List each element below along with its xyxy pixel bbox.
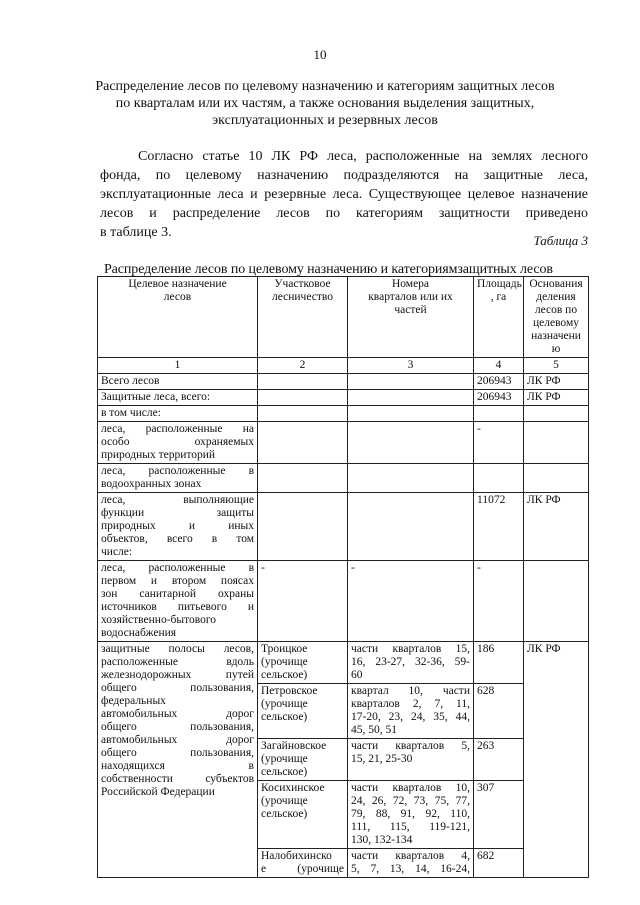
- column-number: 3: [348, 358, 474, 374]
- basis-value: ЛК РФ: [524, 642, 589, 878]
- area-value: -: [474, 561, 524, 642]
- district-value: Петровское (урочище сельское): [258, 684, 348, 739]
- district-value: Загайновское (урочище сельское): [258, 739, 348, 781]
- area-value: -: [474, 422, 524, 464]
- column-number: 2: [258, 358, 348, 374]
- district-value: Налобихинско е (урочище: [258, 849, 348, 878]
- header-cell: Площадь , га: [474, 277, 524, 358]
- body-paragraph: [100, 147, 588, 242]
- basis-value: ЛК РФ: [524, 374, 589, 390]
- table-row: [98, 406, 589, 422]
- row-label: леса, расположенные в первом и втором поясах зон санитарной охраны источников питьевого и хозяйственно-бытового водоснабжения: [98, 561, 258, 642]
- table-row: [98, 493, 589, 561]
- row-label: леса, расположенные на особо охраняемых природных территорий: [98, 422, 258, 464]
- row-label: леса, расположенные в водоохранных зонах: [98, 464, 258, 493]
- column-number-row: [98, 358, 589, 374]
- table-row: [98, 374, 589, 390]
- row-label: защитные полосы лесов, расположенные вдоль железнодорожных путей общего пользования, федеральных автомобильных дорог общего пользования, автомобильных дорог общего пользования, находящихся в собственности субъектов Российской Федерации: [98, 642, 258, 878]
- area-value: 682: [474, 849, 524, 878]
- area-value: 11072: [474, 493, 524, 561]
- row-label: леса, выполняющие функции защиты природных и иных объектов, всего в том числе:: [98, 493, 258, 561]
- paragraph-line: фонда, по целевому назначению подразделяются на защитные леса,: [100, 168, 588, 183]
- area-value: 186: [474, 642, 524, 684]
- table-row: [98, 422, 589, 464]
- paragraph-line: эксплуатационные леса и резервные леса. Существующее целевое назначение: [100, 187, 588, 202]
- district-value: Троицкое (урочище сельское): [258, 642, 348, 684]
- paragraph-line: в таблице 3.: [100, 225, 172, 240]
- header-cell: Основания деления лесов по целевому назначени ю: [524, 277, 589, 358]
- row-label: в том числе:: [98, 406, 258, 422]
- quarters-value: квартал 10, части кварталов 2, 7, 11, 17-20, 23, 24, 35, 44, 45, 50, 51: [348, 684, 474, 739]
- district-value: Косихинское (урочище сельское): [258, 781, 348, 849]
- quarters-value: части кварталов 5, 15, 21, 25-30: [348, 739, 474, 781]
- row-label: Защитные леса, всего:: [98, 390, 258, 406]
- area-value: 628: [474, 684, 524, 739]
- table-header-row: [98, 277, 589, 358]
- heading-line: Распределение лесов по целевому назначению и категориям защитных лесов: [95, 79, 555, 94]
- table-title: Распределение лесов по целевому назначению и категориямзащитных лесов: [104, 262, 553, 277]
- basis-value: ЛК РФ: [524, 493, 589, 561]
- table-label: Таблица 3: [533, 233, 588, 248]
- paragraph-line: Согласно статье 10 ЛК РФ леса, расположенные на землях лесного: [138, 149, 588, 164]
- basis-value: ЛК РФ: [524, 390, 589, 406]
- quarters-value: части кварталов 15, 16, 23-27, 32-36, 59- 60: [348, 642, 474, 684]
- district-value: -: [258, 561, 348, 642]
- table-row: [98, 642, 589, 684]
- table-row: [98, 561, 589, 642]
- area-value: 206943: [474, 390, 524, 406]
- table-row: [98, 390, 589, 406]
- section-heading: [90, 78, 560, 129]
- heading-line: по кварталам или их частям, а также основания выделения защитных,: [115, 96, 535, 111]
- area-value: 206943: [474, 374, 524, 390]
- quarters-value: части кварталов 10, 24, 26, 72, 73, 75, 77, 79, 88, 91, 92, 110, 111, 115, 119-121, 130, 132-134: [348, 781, 474, 849]
- page-number: 10: [313, 47, 327, 62]
- header-cell: Целевое назначение лесов: [98, 277, 258, 358]
- column-number: 5: [524, 358, 589, 374]
- heading-line: эксплуатационных и резервных лесов: [212, 113, 438, 128]
- header-cell: Участковое лесничество: [258, 277, 348, 358]
- area-value: 263: [474, 739, 524, 781]
- area-value: 307: [474, 781, 524, 849]
- forest-distribution-table: [97, 276, 589, 878]
- header-cell: Номера кварталов или их частей: [348, 277, 474, 358]
- row-label: Всего лесов: [98, 374, 258, 390]
- table-row: [98, 464, 589, 493]
- column-number: 4: [474, 358, 524, 374]
- paragraph-line: лесов и распределение лесов по категориям защитности приведено: [100, 206, 588, 221]
- quarters-value: -: [348, 561, 474, 642]
- column-number: 1: [98, 358, 258, 374]
- quarters-value: части кварталов 4, 5, 7, 13, 14, 16-24,: [348, 849, 474, 878]
